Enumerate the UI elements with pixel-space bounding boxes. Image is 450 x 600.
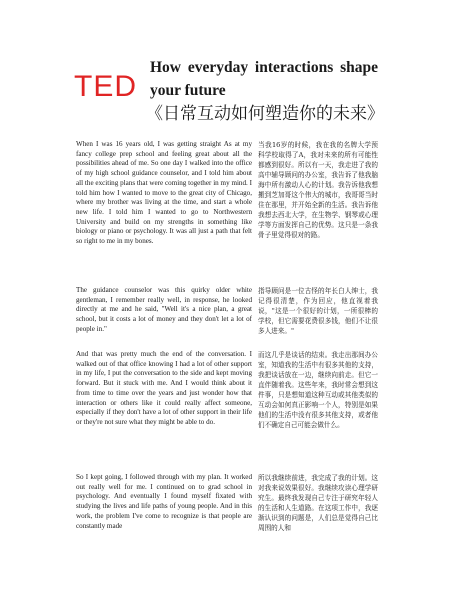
title-english: How everyday interactions shape your future <box>150 59 378 99</box>
paragraph-zh-1: 当我16岁的时候，我在我的名牌大学预科学校取得了A，我对未来的所有可能性都感到很好。所以有一天，我走进了我的高中辅导顾问的办公室，我告诉了他我脑海中所有激动人心的计划。我告诉他我想搬到芝加哥这个伟大的城市，我哥哥当时住在那里，并开始全新的生活。我告诉他我想去西北大学，在生物学、钢琴或心理学等方面发挥自己的优势。这只是一条我骨子里觉得很对的路。 <box>258 141 378 239</box>
paragraph-en-3: And that was pretty much the end of the conversation. I walked out of that office knowing I had a lot of other support in my life, I put the conversation to the side and kept moving forward. But it stuck with me. And I would think about it from time to time over the years and just wonder how that interaction or others like it could really affect someone, especially if they don't have a lot of other support in their life or they're not sure what they might be able to do. <box>76 350 252 426</box>
paragraph-en-4: So I kept going, I followed through with my plan. It worked out really well for me. I continued on to grad school in psychology. And eventually I found myself fixated with studying the lives and life paths of young people. And in this work, the problem I've come to recognize is that people are constantly made <box>76 473 252 530</box>
paragraph-zh-4: 所以我继续前进，我完成了我的计划。这对我来说效果很好。我继续攻读心理学研究生。最终我发现自己专注于研究年轻人的生活和人生道路。在这项工作中，我逐渐认识到的问题是，人们总是觉得自己比周围的人和 <box>258 474 378 532</box>
title-chinese: 《日常互动如何塑造你的未来》 <box>146 104 384 124</box>
paragraph-zh-3: 而这几乎是谈话的结束。我走出那间办公室，知道我的生活中有很多其他的支持，我把谈话放在一边，继续向前走。但它一直伴随着我。这些年来，我时常会想到这件事，只是想知道这种互动或其他类似的互动会如何真正影响一个人，特别是如果他们的生活中没有很多其他支持，或者他们不确定自己可能会做什么。 <box>258 351 378 429</box>
paragraph-en-1: When I was 16 years old, I was getting straight As at my fancy college prep school and feeling great about all the possibilities ahead of me. So one day I walked into the office of my high school guidance counselor, and I told him about all the exciting plans that were coming together in my mind. I told him how I wanted to move to the great city of Chicago, where my brother was living at the time, and start a whole new life. I told him I wanted to go to Northwestern University and build on my strengths in something like biology or piano or psychology. It was all just a path that felt so right to me in my bones. <box>76 140 252 246</box>
ted-logo: TED <box>74 70 137 103</box>
paragraph-zh-2: 指导顾问是一位古怪的年长白人绅士，我记得很清楚，作为回应，他直视着我说，"这是一个很好的计划，一所很棒的学校，但它需要花费很多钱，他们不让很多人进来。" <box>258 287 378 335</box>
paragraph-en-2: The guidance counselor was this quirky older white gentleman, I remember really well, in response, he looked directly at me and he said, "Well it's a nice plan, a great school, but it costs a lot of money and they don't let a lot of people in." <box>76 286 252 333</box>
